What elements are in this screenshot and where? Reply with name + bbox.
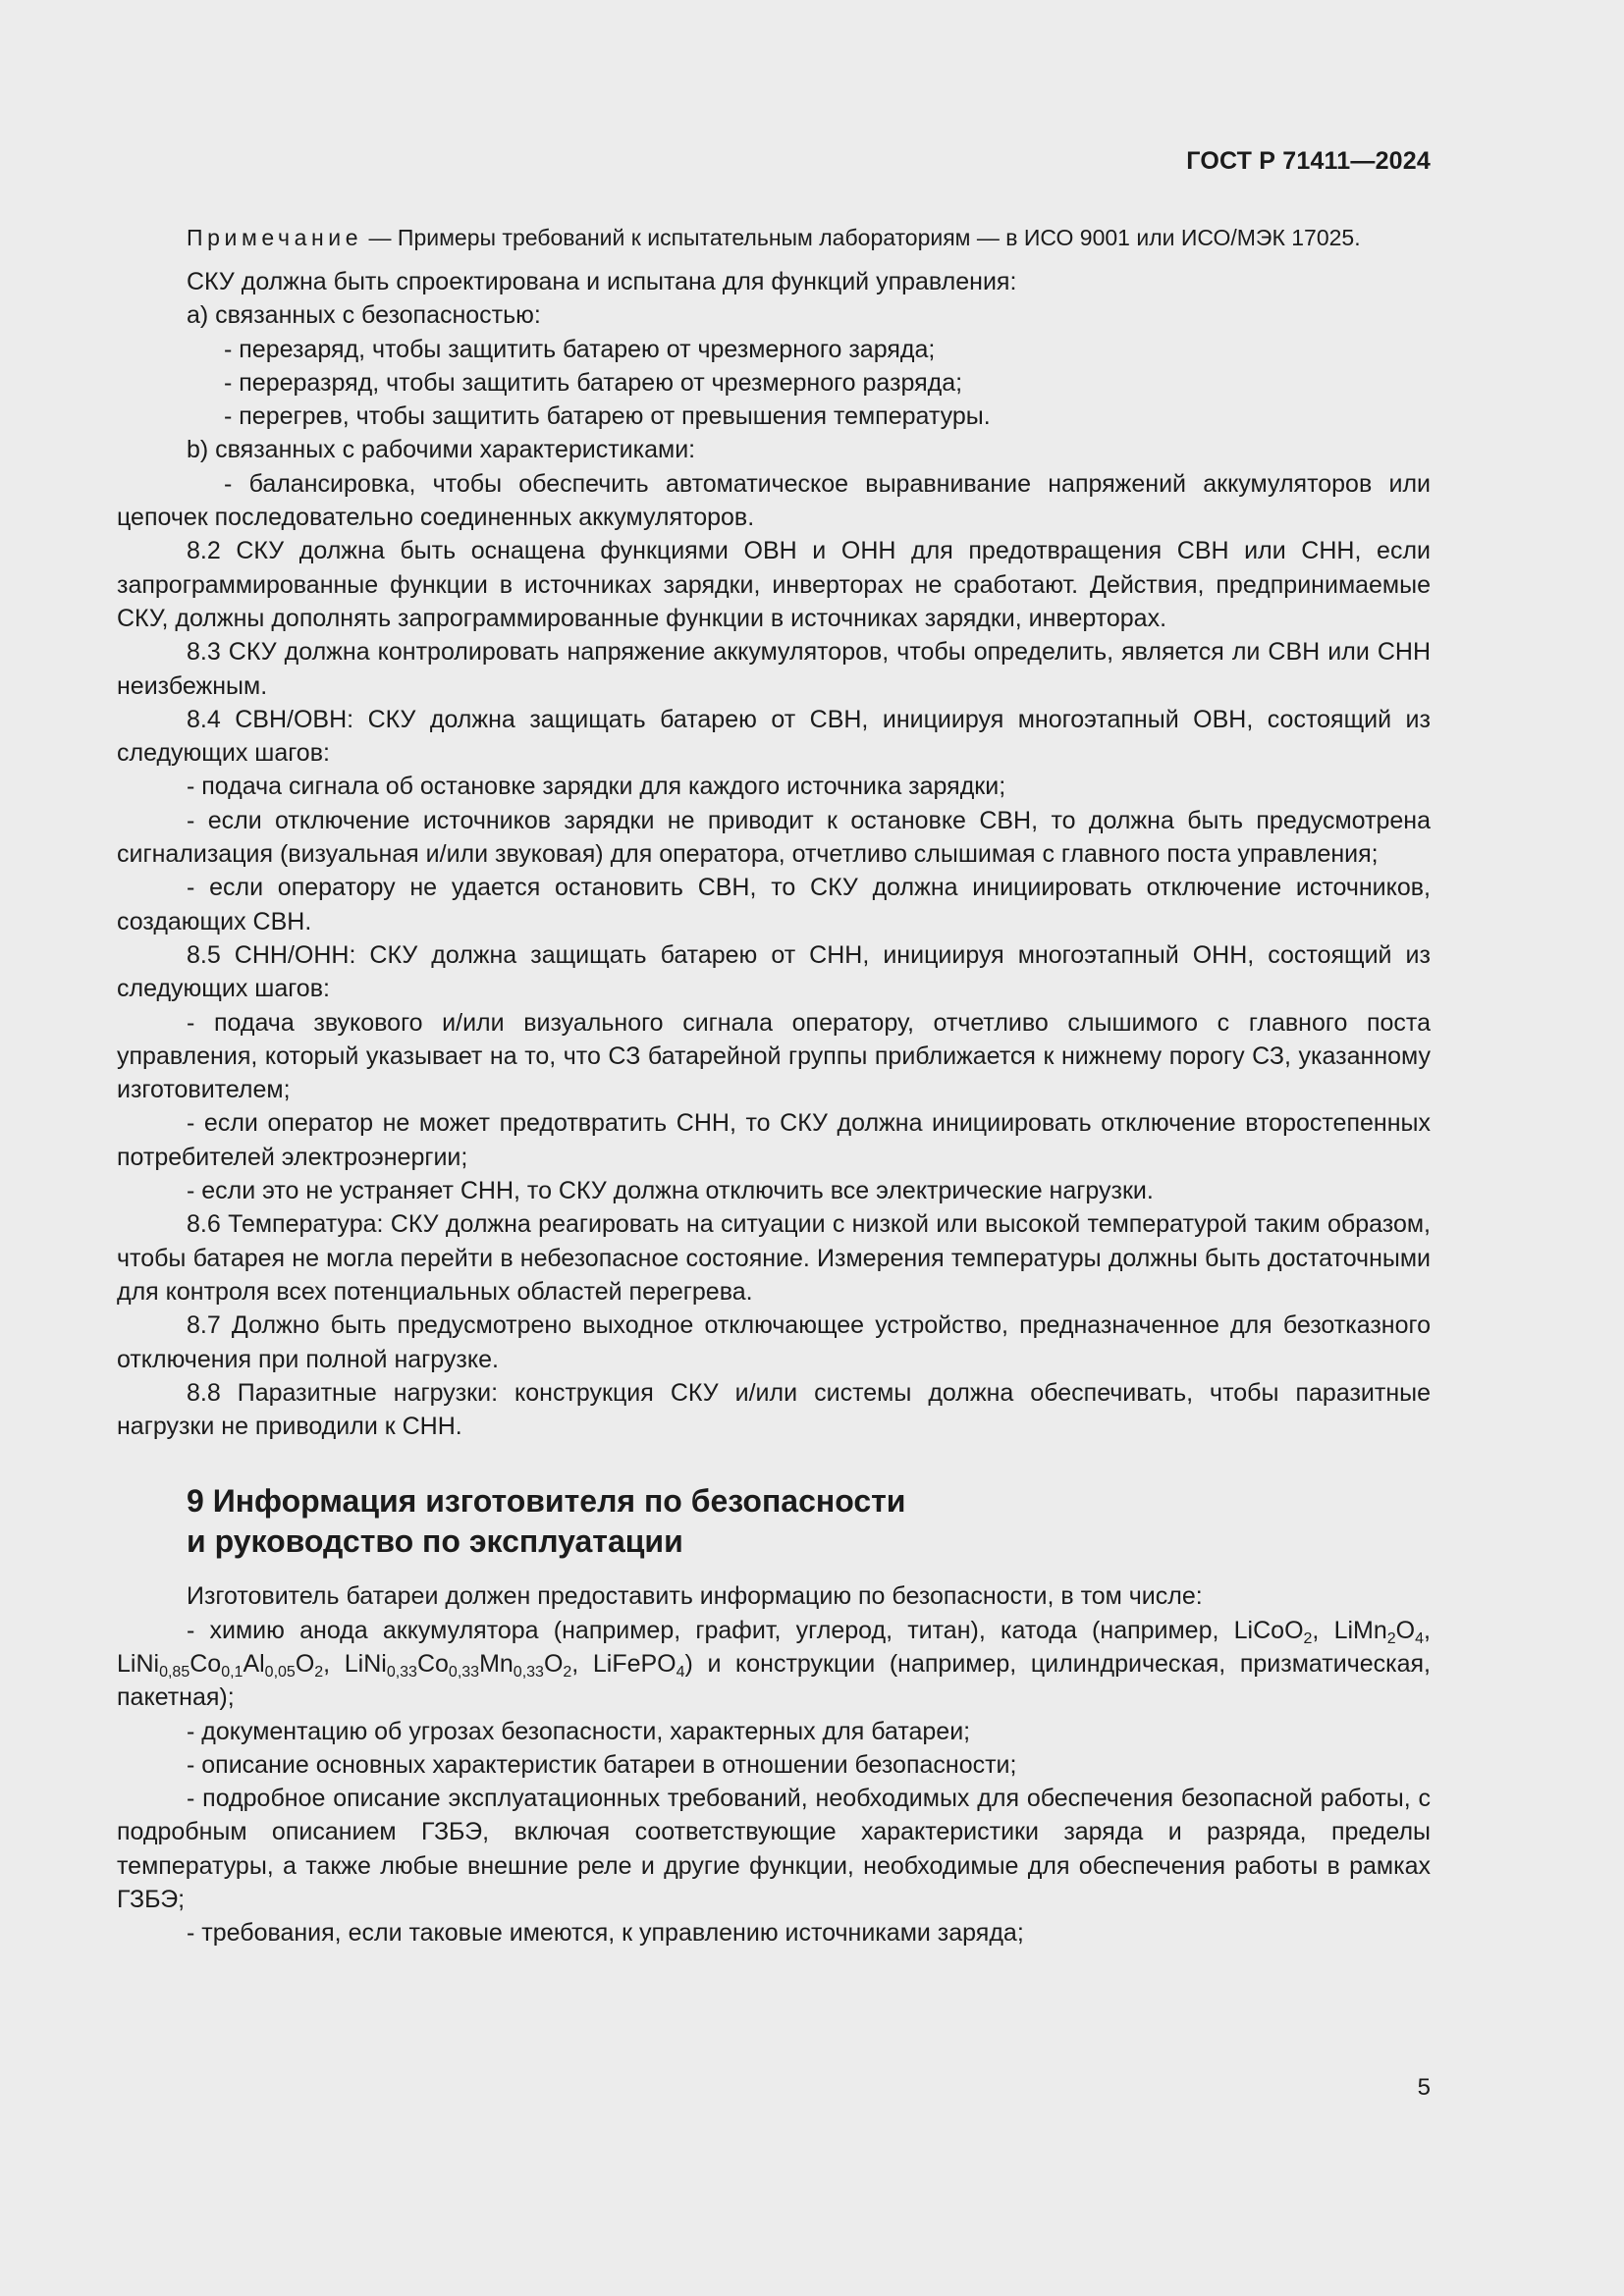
clause-8-5: 8.5 СНН/ОНН: СКУ должна защищать батарею от СНН, инициируя многоэтапный ОНН, состоящий из следующих шагов: bbox=[117, 940, 1431, 1003]
clause-8-8: 8.8 Паразитные нагрузки: конструкция СКУ и/или системы должна обеспечивать, чтобы паразитные нагрузки не приводили к СНН. bbox=[117, 1378, 1431, 1441]
note-text: — Примеры требований к испытательным лабораториям — в ИСО 9001 или ИСО/МЭК 17025. bbox=[362, 225, 1361, 250]
section9-item: - требования, если таковые имеются, к управлению источниками заряда; bbox=[187, 1919, 1024, 1948]
section9-item: - подробное описание эксплуатационных требований, необходимых для обеспечения безопасной работы, с подробным описанием ГЗБЭ, включая соответствующие характеристики заряда и разряда, пределы температуры, а также любые внешние реле и другие функции, необходимые для обеспечения работы в рамках ГЗБЭ; bbox=[117, 1785, 1431, 1914]
page-number: 5 bbox=[1417, 2074, 1431, 2101]
chemistry-item: - химию анода аккумулятора (например, графит, углерод, титан), катода (например, LiCoO$_2$, $LiMn_2O_4$, $LiNi_{0,85}Co_{0,1}Al_{0,05}O_2$, $LiNi_{0,33}Co_{0,33}Mn_{0,33}O_2$, LiFePO$_4$) и конструкции (например, цилиндрическая, призматическая, пакетная); bbox=[117, 1616, 1431, 1712]
list-a-item: - перезаряд, чтобы защитить батарею от чрезмерного заряда; bbox=[224, 335, 936, 363]
section9-item: - документацию об угрозах безопасности, характерных для батареи; bbox=[187, 1717, 971, 1745]
clause-8-5-item: - если это не устраняет СНН, то СКУ должна отключить все электрические нагрузки. bbox=[187, 1177, 1154, 1205]
clause-8-5-item: - подача звукового и/или визуального сигнала оператору, отчетливо слышимого с главного поста управления, который указывает на то, что СЗ батарейной группы приближается к нижнему порогу СЗ, указанному изготовителем; bbox=[117, 1008, 1431, 1104]
list-a-item: - перегрев, чтобы защитить батарею от превышения температуры. bbox=[224, 402, 991, 431]
clause-8-4-item: - если оператору не удается остановить СВН, то СКУ должна инициировать отключение источников, создающих СВН. bbox=[117, 874, 1431, 935]
clause-8-4: 8.4 СВН/ОВН: СКУ должна защищать батарею от СВН, инициируя многоэтапный ОВН, состоящий из следующих шагов: bbox=[117, 705, 1431, 768]
note bbox=[117, 223, 1431, 252]
list-a-item: - переразряд, чтобы защитить батарею от чрезмерного разряда; bbox=[224, 368, 963, 397]
document-header: ГОСТ Р 71411—2024 bbox=[1186, 147, 1431, 175]
section9-intro: Изготовитель батареи должен предоставить информацию по безопасности, в том числе: bbox=[187, 1582, 1203, 1611]
document-body bbox=[117, 223, 1431, 1950]
clause-8-4-item: - подача сигнала об остановке зарядки для каждого источника зарядки; bbox=[187, 773, 1006, 801]
section-9-title-line2: и руководство по эксплуатации bbox=[187, 1523, 683, 1560]
note-label: Примечание bbox=[187, 225, 363, 250]
clause-8-2: 8.2 СКУ должна быть оснащена функциями ОВН и ОНН для предотвращения СВН или СНН, если запрограммированные функции в источниках зарядки, инверторах не сработают. Действия, предпринимаемые СКУ, должны дополнять запрограммированные функции в источниках зарядки, инверторах. bbox=[117, 537, 1431, 632]
section8-intro: СКУ должна быть спроектирована и испытана для функций управления: bbox=[187, 268, 1017, 295]
list-b-label: b) связанных с рабочими характеристиками: bbox=[187, 436, 696, 464]
clause-8-5-item: - если оператор не может предотвратить СНН, то СКУ должна инициировать отключение второстепенных потребителей электроэнергии; bbox=[117, 1109, 1431, 1171]
list-a-label: a) связанных с безопасностью: bbox=[187, 301, 541, 330]
clause-8-4-item: - если отключение источников зарядки не приводит к остановке СВН, то должна быть предусмотрена сигнализация (визуальная и/или звуковая) для оператора, отчетливо слышимая с главного поста управления; bbox=[117, 806, 1431, 869]
section9-item: - описание основных характеристик батареи в отношении безопасности; bbox=[187, 1750, 1017, 1779]
list-b-item: - балансировка, чтобы обеспечить автоматическое выравнивание напряжений аккумуляторов или цепочек последовательно соединенных аккумуляторов. bbox=[117, 469, 1431, 532]
clause-8-7: 8.7 Должно быть предусмотрено выходное отключающее устройство, предназначенное для безотказного отключения при полной нагрузке. bbox=[117, 1311, 1431, 1373]
section-9-title-line1: 9 Информация изготовителя по безопасности bbox=[187, 1483, 906, 1520]
clause-8-6: 8.6 Температура: СКУ должна реагировать на ситуации с низкой или высокой температурой таким образом, чтобы батарея не могла перейти в небезопасное состояние. Измерения температуры должны быть достаточными для контроля всех потенциальных областей перегрева. bbox=[117, 1210, 1431, 1306]
clause-8-3: 8.3 СКУ должна контролировать напряжение аккумуляторов, чтобы определить, является ли СВН или СНН неизбежным. bbox=[117, 638, 1431, 700]
section-9-heading bbox=[117, 1481, 1431, 1562]
